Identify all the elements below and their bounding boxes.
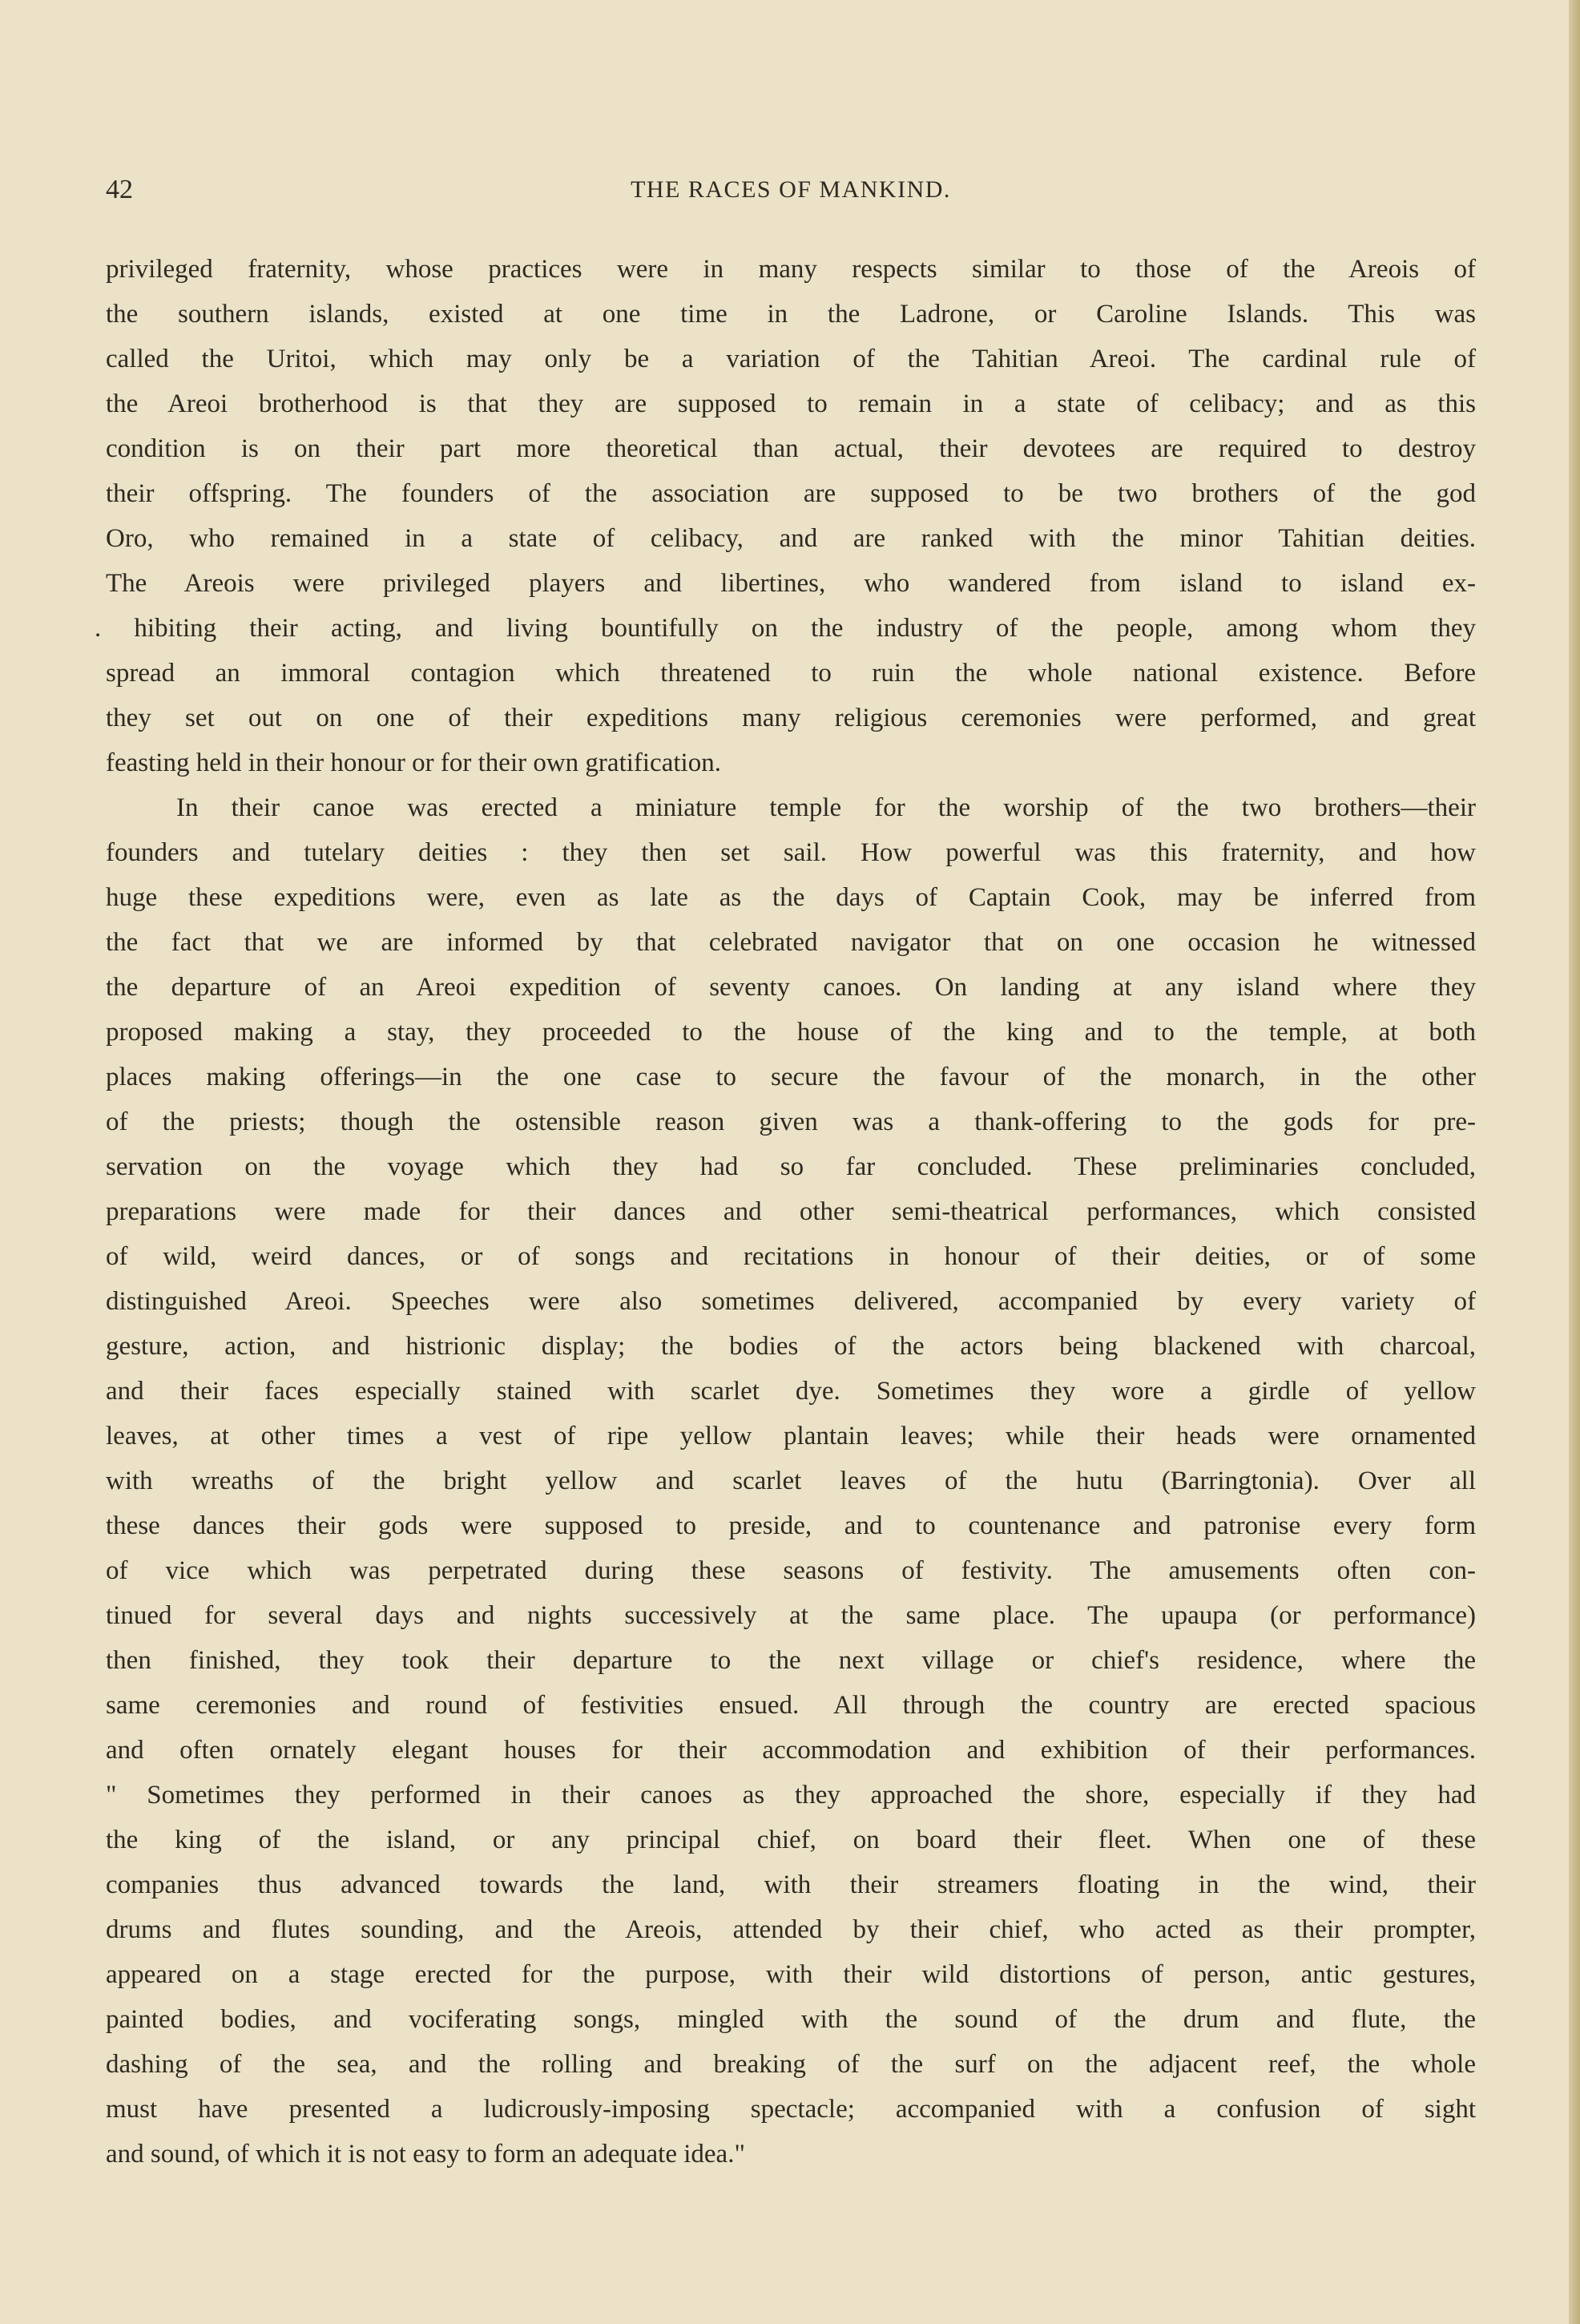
page-edge (1569, 0, 1580, 2324)
text-line: and their faces especially stained with scarlet dye. Sometimes they wore a girdle of yellow (106, 1377, 1476, 1406)
text-line: they set out on one of their expeditions many religious ceremonies were performed, and great (106, 704, 1476, 732)
text-line: these dances their gods were supposed to preside, and to countenance and patronise every form (106, 1511, 1476, 1540)
text-line: preparations were made for their dances and other semi-theatrical performances, which consisted (106, 1197, 1476, 1226)
text-line: privileged fraternity, whose practices were in many respects similar to those of the Areois of (106, 255, 1476, 284)
text-line: called the Uritoi, which may only be a variation of the Tahitian Areoi. The cardinal rule of (106, 345, 1476, 373)
text-line: drums and flutes sounding, and the Areois, attended by their chief, who acted as their prompter, (106, 1915, 1476, 1944)
text-line: leaves, at other times a vest of ripe yellow plantain leaves; while their heads were ornamented (106, 1422, 1476, 1450)
text-line: The Areois were privileged players and libertines, who wandered from island to island ex- (106, 569, 1476, 598)
text-line: must have presented a ludicrously-imposing spectacle; accompanied with a confusion of sight (106, 2095, 1476, 2124)
text-line: the fact that we are informed by that celebrated navigator that on one occasion he witnessed (106, 928, 1476, 957)
text-line: the departure of an Areoi expedition of seventy canoes. On landing at any island where they (106, 973, 1476, 1002)
page-number: 42 (106, 175, 133, 204)
text-line: then finished, they took their departure to the next village or chief's residence, where the (106, 1646, 1476, 1675)
page-header (106, 170, 1476, 210)
text-line: their offspring. The founders of the association are supposed to be two brothers of the god (106, 479, 1476, 508)
body-text (95, 247, 1476, 2177)
paragraph-end-line: and sound, of which it is not easy to form an adequate idea." (106, 2140, 745, 2169)
paragraph-end-line: feasting held in their honour or for their own gratification. (106, 748, 721, 777)
text-line: of the priests; though the ostensible reason given was a thank-offering to the gods for pre- (106, 1108, 1476, 1136)
text-line: spread an immoral contagion which threatened to ruin the whole national existence. Before (106, 659, 1476, 688)
text-line: of vice which was perpetrated during these seasons of festivity. The amusements often con- (106, 1556, 1476, 1585)
text-line: companies thus advanced towards the land, with their streamers floating in the wind, their (106, 1870, 1476, 1899)
text-line: servation on the voyage which they had so far concluded. These preliminaries concluded, (106, 1152, 1476, 1181)
text-line: the southern islands, existed at one time in the Ladrone, or Caroline Islands. This was (106, 300, 1476, 329)
running-head: THE RACES OF MANKIND. (631, 176, 951, 203)
text-line: condition is on their part more theoretical than actual, their devotees are required to destroy (106, 434, 1476, 463)
text-line: of wild, weird dances, or of songs and recitations in honour of their deities, or of some (106, 1242, 1476, 1271)
text-line: " Sometimes they performed in their canoes as they approached the shore, especially if they had (106, 1781, 1476, 1810)
text-line: the king of the island, or any principal chief, on board their fleet. When one of these (106, 1826, 1476, 1854)
text-line: proposed making a stay, they proceeded to the house of the king and to the temple, at both (106, 1018, 1476, 1047)
text-line: founders and tutelary deities : they then set sail. How powerful was this fraternity, and how (106, 838, 1476, 867)
text-line: places making offerings—in the one case to secure the favour of the monarch, in the other (106, 1063, 1476, 1091)
text-line: dashing of the sea, and the rolling and breaking of the surf on the adjacent reef, the whole (106, 2050, 1476, 2079)
text-line: tinued for several days and nights successively at the same place. The upaupa (or performance) (106, 1601, 1476, 1630)
text-line: huge these expeditions were, even as late as the days of Captain Cook, may be inferred from (106, 883, 1476, 912)
text-line: Oro, who remained in a state of celibacy, and are ranked with the minor Tahitian deities. (106, 524, 1476, 553)
text-line: . hibiting their acting, and living bountifully on the industry of the people, among whom they (95, 614, 1476, 643)
text-line: with wreaths of the bright yellow and scarlet leaves of the hutu (Barringtonia). Over all (106, 1467, 1476, 1495)
text-line: gesture, action, and histrionic display; the bodies of the actors being blackened with charcoal, (106, 1332, 1476, 1361)
text-line: distinguished Areoi. Speeches were also sometimes delivered, accompanied by every variety of (106, 1287, 1476, 1316)
text-line: and often ornately elegant houses for their accommodation and exhibition of their performances. (106, 1736, 1476, 1765)
text-line: painted bodies, and vociferating songs, mingled with the sound of the drum and flute, the (106, 2005, 1476, 2034)
paragraph-first-line: In their canoe was erected a miniature temple for the worship of the two brothers—their (176, 793, 1476, 822)
text-line: the Areoi brotherhood is that they are supposed to remain in a state of celibacy; and as this (106, 389, 1476, 418)
text-line: same ceremonies and round of festivities ensued. All through the country are erected spacious (106, 1691, 1476, 1720)
text-line: appeared on a stage erected for the purpose, with their wild distortions of person, antic gestures, (106, 1960, 1476, 1989)
